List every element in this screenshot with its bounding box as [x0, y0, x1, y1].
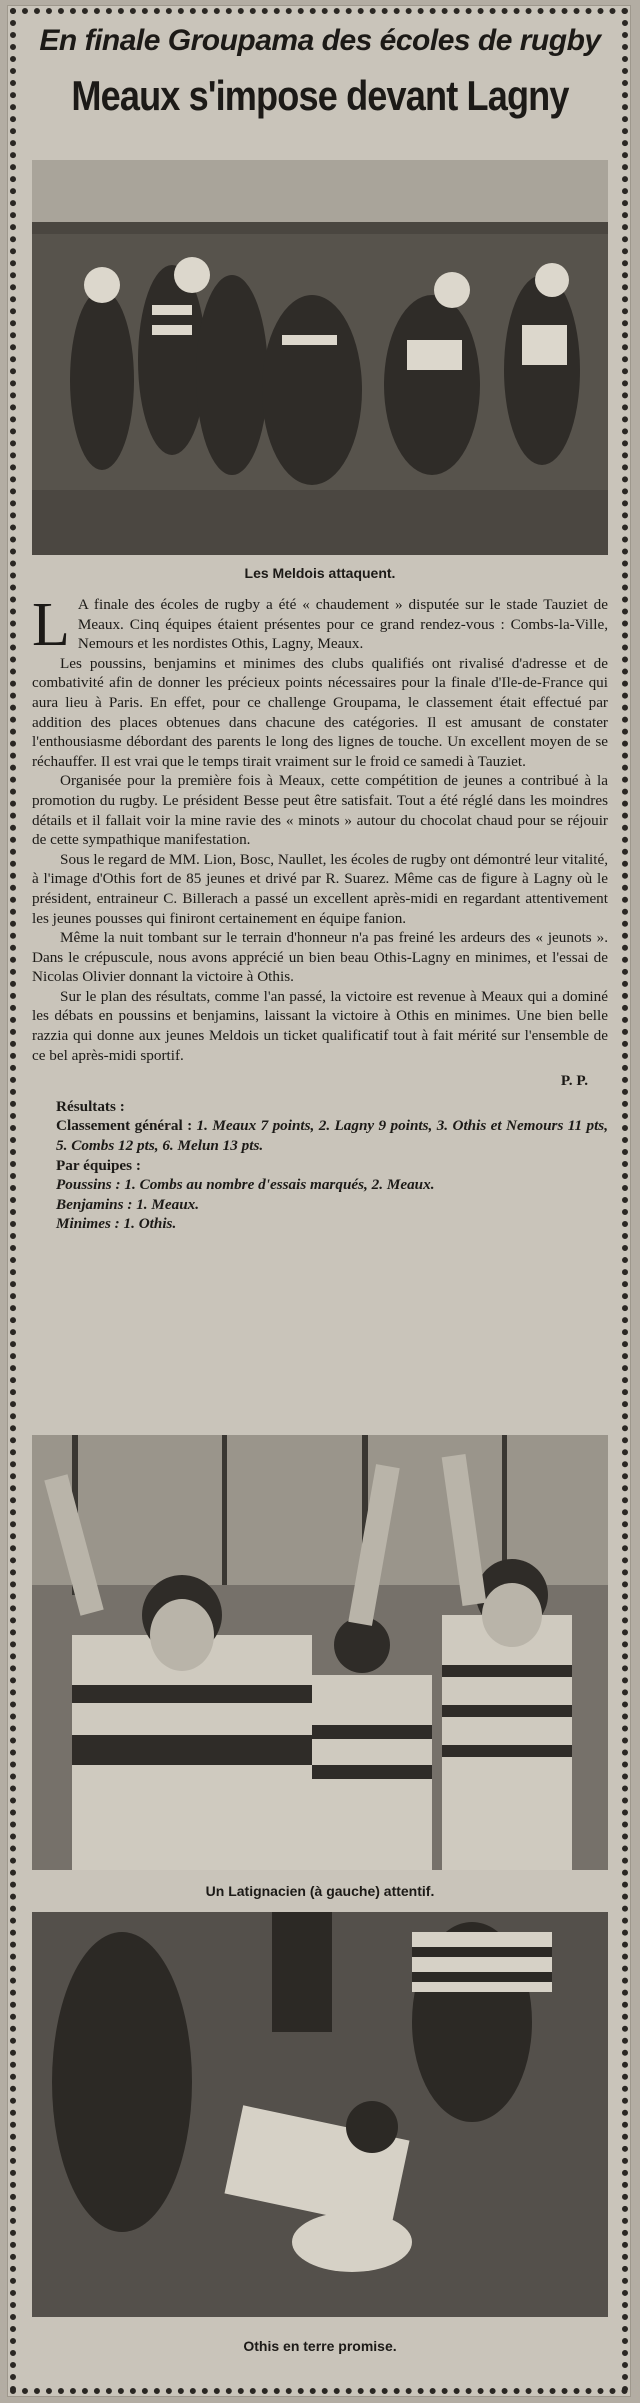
kicker-title: En finale Groupama des écoles de rugby: [39, 24, 601, 57]
clipping-content: [24, 20, 616, 2384]
results-title: Résultats :: [56, 1097, 125, 1115]
results-teams-title: Par équipes :: [56, 1156, 141, 1174]
article-paragraph: Sous le regard de MM. Lion, Bosc, Naullet, les écoles de rugby ont démontré leur vitalité, à l'image d'Othis fort de 85 jeunes et drivé par R. Suarez. Même cas de figure à Lagny où le président, entraineur C. Billerach a passé un excellent après-midi en regardant attentivement les jeunes pousses qui finiront certainement en équipe fanion.: [32, 850, 608, 927]
article-paragraph: Sur le plan des résultats, comme l'an passé, la victoire est revenue à Meaux qui a dominé les débats en poussins et benjamins, laissant la victoire à Othis en minimes. Une bien belle razzia qui donne aux jeunes Meldois un ticket qualificatif tout à fait mérité sur l'ensemble de ce bel après-midi sportif.: [32, 987, 608, 1064]
results-general: Classement général : 1. Meaux 7 points, 2. Lagny 9 points, 3. Othis et Nemours 11 pts, 5. Combs 12 pts, 6. Melun 13 pts.: [56, 1117, 609, 1155]
article-paragraph: Même la nuit tombant sur le terrain d'honneur n'a pas freiné les ardeurs des « jeunots ». Dans le crépuscule, nous avons apprécié un bien beau Othis-Lagny en minimes, et l'essai de Nicolas Olivier donnant la victoire à Othis.: [32, 929, 608, 986]
results-section: [32, 1097, 608, 1234]
article-body: [32, 591, 609, 1234]
author-signature: P. P.: [560, 1072, 588, 1090]
photo-meldois-attack: [32, 160, 608, 555]
article-paragraph: Organisée pour la première fois à Meaux, cette compétition de jeunes a contribué à la promotion du rugby. Le président Besse peut être satisfait. Tout a été réglé dans les moindres détails et il fallait voir la mine ravie des « minots » autour du chocolat chaud pour se réjouir de cette sympathique manifestation.: [32, 772, 608, 849]
photo-othis-try: [32, 1912, 608, 2317]
headline: Meaux s'impose devant Lagny: [71, 72, 569, 119]
photo-latignacien: [32, 1435, 608, 1870]
results-benjamins: Benjamins : 1. Meaux.: [56, 1195, 200, 1213]
photo-caption-1: Les Meldois attaquent.: [244, 565, 396, 581]
article-paragraph: Les poussins, benjamins et minimes des clubs qualifiés ont rivalisé d'adresse et de combativité afin de donner les précieux points nécessaires pour la finale d'Ile-de-France qui aura lieu à Paris. En effet, pour ce challenge Groupama, le classement était effectué par addition des places obtenues dans chacune des catégories. Il est amusant de constater l'enthousiasme débordant des parents le long des lignes de touche. Un excellent moyen de se réchauffer. Il est vrai que le temps tirait vraiment sur le froid ce samedi à Tauziet.: [32, 654, 608, 770]
drop-cap: L: [32, 591, 70, 659]
photo-caption-2: Un Latignacien (à gauche) attentif.: [205, 1883, 435, 1899]
results-minimes: Minimes : 1. Othis.: [56, 1215, 177, 1233]
article-paragraph: L A finale des écoles de rugby a été « chaudement » disputée sur le stade Tauziet de Meaux. Cinq équipes étaient présentes pour ce grand rendez-vous : Combs-la-Ville, Nemours et les nordistes Othis, Lagny, Meaux.: [32, 591, 608, 659]
photo-caption-3: Othis en terre promise.: [243, 2338, 397, 2354]
results-poussins: Poussins : 1. Combs au nombre d'essais marqués, 2. Meaux.: [56, 1176, 435, 1194]
